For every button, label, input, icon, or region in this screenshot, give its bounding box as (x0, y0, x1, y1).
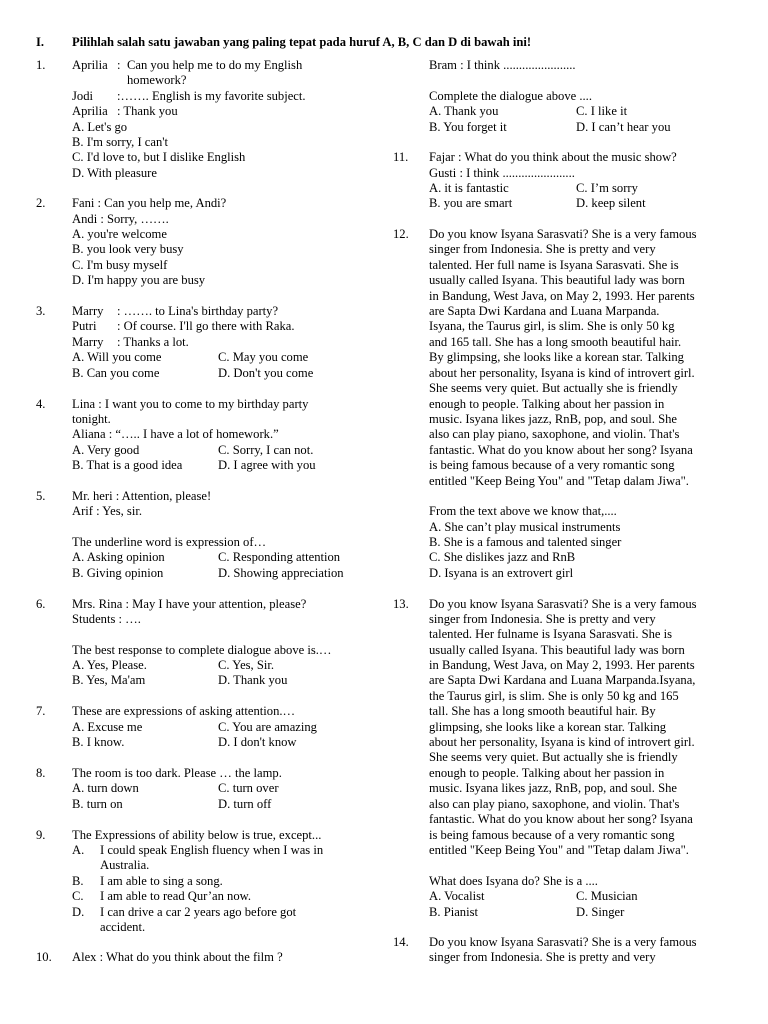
q8-option-d[interactable]: D. turn off (218, 797, 272, 811)
q12-passage-line: singer from Indonesia. She is pretty and very (429, 242, 656, 256)
q10-number: 10. (36, 950, 52, 964)
q13-passage-line: entitled "Keep Being You" and "Tetap dalam Jiwa". (429, 843, 689, 857)
q1-speaker-3: Aprilia (72, 104, 108, 118)
q11-line-1: Fajar : What do you think about the music show? (429, 150, 677, 164)
q7-stem: These are expressions of asking attention.… (72, 704, 296, 718)
q5-stem: The underline word is expression of… (72, 535, 267, 549)
q12-passage-line: She seems very quiet. But actually she is friendly (429, 381, 678, 395)
q4-line-2: Aliana : “….. I have a lot of homework.” (72, 427, 279, 441)
q8-option-a[interactable]: A. turn down (72, 781, 139, 795)
q1-option-a[interactable]: A. Let's go (72, 120, 128, 134)
q4-number: 4. (36, 397, 46, 411)
q1-option-d[interactable]: D. With pleasure (72, 166, 157, 180)
q12-passage-line: in Bandung, West Java, on May 2, 1993. Her parents (429, 289, 695, 303)
q10-stem: Complete the dialogue above .... (429, 89, 592, 103)
q1-number: 1. (36, 58, 46, 72)
q13-number: 13. (393, 597, 409, 611)
q3-option-d[interactable]: D. Don't you come (218, 366, 314, 380)
q12-option-c[interactable]: C. She dislikes jazz and RnB (429, 550, 576, 564)
q2-option-c[interactable]: C. I'm busy myself (72, 258, 168, 272)
q2-number: 2. (36, 196, 46, 210)
q6-option-c[interactable]: C. Yes, Sir. (218, 658, 275, 672)
q13-passage-line: fantastic. What do you know about her song? Isyana (429, 812, 693, 826)
q1-option-b[interactable]: B. I'm sorry, I can't (72, 135, 169, 149)
q2-option-b[interactable]: B. you look very busy (72, 242, 184, 256)
q14-passage-line: Do you know Isyana Sarasvati? She is a very famous (429, 935, 697, 949)
q9-option-d-letter: D. (72, 905, 85, 919)
q3-line-3: : Thanks a lot. (117, 335, 189, 349)
q7-option-a[interactable]: A. Excuse me (72, 720, 143, 734)
q13-passage-line: usually called Isyana. This beautiful lady was born (429, 643, 685, 657)
q6-number: 6. (36, 597, 46, 611)
q12-passage-line: enough to people. Talking about her passion in (429, 397, 665, 411)
q9-option-a-letter: A. (72, 843, 85, 857)
q11-line-2: Gusti : I think ....................... (429, 166, 575, 180)
q9-option-a-cont: Australia. (100, 858, 150, 872)
q11-number: 11. (393, 150, 409, 164)
q4-option-a[interactable]: A. Very good (72, 443, 140, 457)
q4-option-b[interactable]: B. That is a good idea (72, 458, 183, 472)
q1-option-c[interactable]: C. I'd love to, but I dislike English (72, 150, 246, 164)
q12-passage-line: and 165 tall. She has a long smooth beautiful hair. (429, 335, 682, 349)
q12-passage-line: about her personality, Isyana is kind of introvert girl. (429, 366, 695, 380)
q4-option-c[interactable]: C. Sorry, I can not. (218, 443, 314, 457)
q12-stem: From the text above we know that,.... (429, 504, 617, 518)
q9-stem: The Expressions of ability below is true, except... (72, 828, 322, 842)
q6-option-a[interactable]: A. Yes, Please. (72, 658, 147, 672)
q13-passage-line: the Taurus girl, is slim. She is only 50 kg and 165 (429, 689, 679, 703)
q6-option-d[interactable]: D. Thank you (218, 673, 288, 687)
q2-line-1: Fani : Can you help me, Andi? (72, 196, 227, 210)
q13-option-d[interactable]: D. Singer (576, 905, 625, 919)
q12-option-a[interactable]: A. She can’t play musical instruments (429, 520, 621, 534)
q10-line-1: Alex : What do you think about the film ? (72, 950, 283, 964)
q12-number: 12. (393, 227, 409, 241)
q13-passage-line: enough to people. Talking about her passion in (429, 766, 665, 780)
q13-passage-line: singer from Indonesia. She is pretty and very (429, 612, 656, 626)
q12-passage-line: entitled "Keep Being You" and "Tetap dalam Jiwa". (429, 474, 689, 488)
q5-line-1: Mr. heri : Attention, please! (72, 489, 212, 503)
q12-passage-line: talented. Her full name is Isyana Sarasvati. She is (429, 258, 679, 272)
q10-option-b[interactable]: B. You forget it (429, 120, 507, 134)
q3-speaker-2: Putri (72, 319, 97, 333)
q2-line-2: Andi : Sorry, ……. (72, 212, 169, 226)
q13-passage-line: She seems very quiet. But actually she is friendly (429, 750, 678, 764)
q9-option-a[interactable]: I could speak English fluency when I was in (100, 843, 324, 857)
q5-option-b[interactable]: B. Giving opinion (72, 566, 164, 580)
q11-option-d[interactable]: D. keep silent (576, 196, 646, 210)
q11-option-a[interactable]: A. it is fantastic (429, 181, 509, 195)
q13-option-c[interactable]: C. Musician (576, 889, 638, 903)
q13-stem: What does Isyana do? She is a .... (429, 874, 598, 888)
q11-option-b[interactable]: B. you are smart (429, 196, 513, 210)
q9-number: 9. (36, 828, 46, 842)
q12-passage-line: also can play piano, saxophone, and violin. That's (429, 427, 680, 441)
q4-line-1: Lina : I want you to come to my birthday party (72, 397, 309, 411)
q7-option-c[interactable]: C. You are amazing (218, 720, 317, 734)
q12-passage-line: usually called Isyana. This beautiful lady was born (429, 273, 685, 287)
q12-passage-line: Isyana, the Taurus girl, is slim. She is only 50 kg (429, 319, 675, 333)
q12-option-d[interactable]: D. Isyana is an extrovert girl (429, 566, 574, 580)
q1-colon-1: : (117, 58, 121, 72)
q4-option-d[interactable]: D. I agree with you (218, 458, 316, 472)
section-number: I. (36, 35, 45, 49)
q12-passage-line: Do you know Isyana Sarasvati? She is a very famous (429, 227, 697, 241)
q1-line-1: Can you help me to do my English (127, 58, 303, 72)
q9-option-b[interactable]: I am able to sing a song. (100, 874, 223, 888)
q1-line-2: :……. English is my favorite subject. (117, 89, 306, 103)
q9-option-b-letter: B. (72, 874, 84, 888)
q12-option-b[interactable]: B. She is a famous and talented singer (429, 535, 622, 549)
q13-passage-line: glimpsing, she looks like a korean star. Talking (429, 720, 667, 734)
q3-speaker-3: Marry (72, 335, 104, 349)
q14-passage-line: singer from Indonesia. She is pretty and very (429, 950, 656, 964)
q12-passage-line: music. Isyana likes jazz, RnB, pop, and soul. She (429, 412, 677, 426)
q11-option-c[interactable]: C. I’m sorry (576, 181, 638, 195)
q3-option-a[interactable]: A. Will you come (72, 350, 162, 364)
q13-option-a[interactable]: A. Vocalist (429, 889, 485, 903)
q1-line-1-cont: homework? (127, 73, 187, 87)
q5-number: 5. (36, 489, 46, 503)
q6-line-1: Mrs. Rina : May I have your attention, please? (72, 597, 307, 611)
q8-option-b[interactable]: B. turn on (72, 797, 123, 811)
q8-stem: The room is too dark. Please … the lamp. (72, 766, 282, 780)
q3-option-b[interactable]: B. Can you come (72, 366, 160, 380)
q9-option-c[interactable]: I am able to read Qur’an now. (100, 889, 252, 903)
q5-line-2: Arif : Yes, sir. (72, 504, 142, 518)
q3-option-c[interactable]: C. May you come (218, 350, 309, 364)
q3-line-1: : ……. to Lina's birthday party? (117, 304, 279, 318)
q12-passage-line: By glimpsing, she looks like a korean star. Talking (429, 350, 684, 364)
q9-option-c-letter: C. (72, 889, 84, 903)
q13-passage-line: about her personality, Isyana is kind of introvert girl. (429, 735, 695, 749)
q12-passage-line: are Sapta Dwi Kardana and Luana Marpanda. (429, 304, 660, 318)
q12-passage-line: fantastic. What do you know about her song? Isyana (429, 443, 693, 457)
q3-line-2: : Of course. I'll go there with Raka. (117, 319, 295, 333)
section-instruction: Pilihlah salah satu jawaban yang paling tepat pada huruf A, B, C dan D di bawah ini! (72, 35, 532, 49)
q9-option-d-cont: accident. (100, 920, 146, 934)
q1-speaker-2: Jodi (72, 89, 93, 103)
q6-option-b[interactable]: B. Yes, Ma'am (72, 673, 146, 687)
q7-number: 7. (36, 704, 46, 718)
q13-passage-line: are Sapta Dwi Kardana and Luana Marpanda.Isyana, (429, 673, 696, 687)
q10-line-2: Bram : I think ....................... (429, 58, 576, 72)
q13-passage-line: in Bandung, West Java, on May 2, 1993. Her parents (429, 658, 695, 672)
q7-option-b[interactable]: B. I know. (72, 735, 125, 749)
q10-option-c[interactable]: C. I like it (576, 104, 628, 118)
q13-passage-line: talented. Her fulname is Isyana Sarasvati. She is (429, 627, 673, 641)
q13-passage-line: music. Isyana likes jazz, RnB, pop, and soul. She (429, 781, 677, 795)
q9-option-d[interactable]: I can drive a car 2 years ago before got (100, 905, 297, 919)
q13-passage-line: Do you know Isyana Sarasvati? She is a very famous (429, 597, 697, 611)
q4-line-1-cont: tonight. (72, 412, 111, 426)
q6-stem: The best response to complete dialogue above is.… (72, 643, 332, 657)
q2-option-a[interactable]: A. you're welcome (72, 227, 167, 241)
q5-option-c[interactable]: C. Responding attention (218, 550, 341, 564)
q2-option-d[interactable]: D. I'm happy you are busy (72, 273, 206, 287)
q13-passage-line: tall. She has a long smooth beautiful hair. By (429, 704, 656, 718)
q1-line-3: : Thank you (117, 104, 178, 118)
q13-option-b[interactable]: B. Pianist (429, 905, 478, 919)
q6-line-2: Students : …. (72, 612, 141, 626)
q10-option-d[interactable]: D. I can’t hear you (576, 120, 671, 134)
q12-passage-line: is being famous because of a very romantic song (429, 458, 675, 472)
q3-number: 3. (36, 304, 46, 318)
q5-option-a[interactable]: A. Asking opinion (72, 550, 165, 564)
q13-passage-line: is being famous because of a very romantic song (429, 828, 675, 842)
q14-number: 14. (393, 935, 409, 949)
q8-number: 8. (36, 766, 46, 780)
q5-option-d[interactable]: D. Showing appreciation (218, 566, 344, 580)
q7-option-d[interactable]: D. I don't know (218, 735, 297, 749)
q1-speaker-1: Aprilia (72, 58, 108, 72)
q8-option-c[interactable]: C. turn over (218, 781, 279, 795)
q13-passage-line: also can play piano, saxophone, and violin. That's (429, 797, 680, 811)
q10-option-a[interactable]: A. Thank you (429, 104, 499, 118)
q3-speaker-1: Marry (72, 304, 104, 318)
